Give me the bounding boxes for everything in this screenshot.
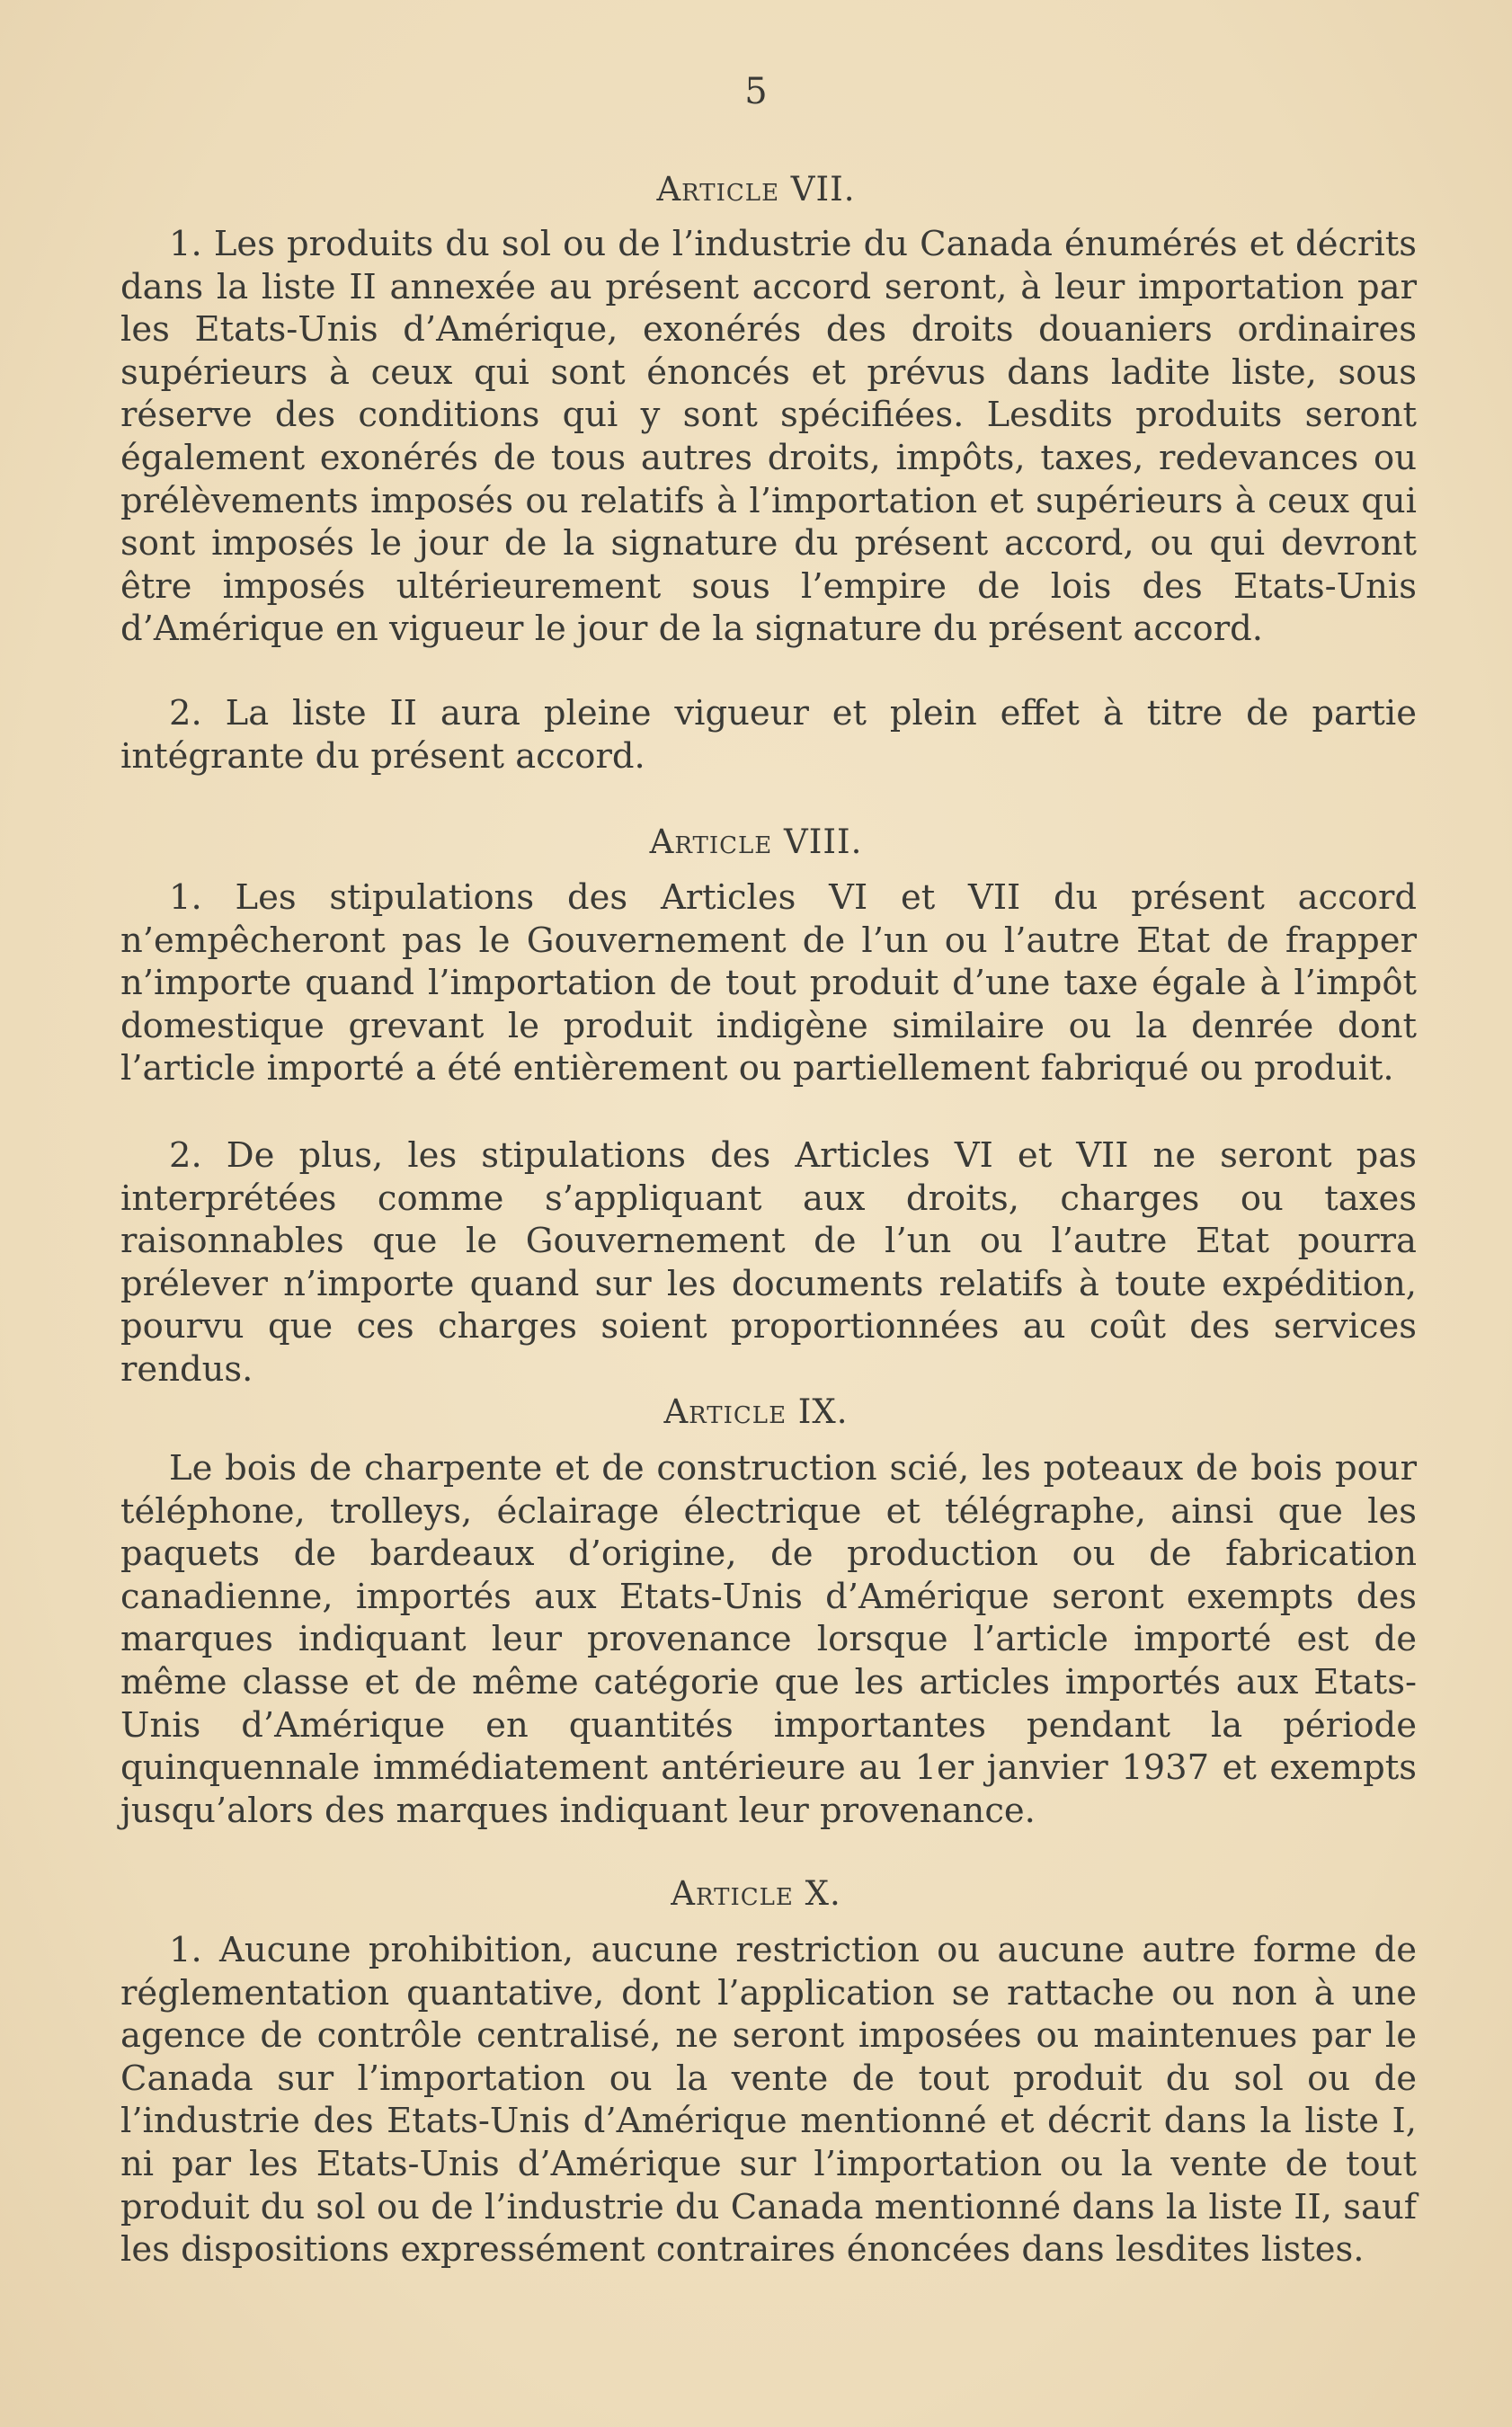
article-7-paragraph-1: 1. Les produits du sol ou de l’industrie du Canada énumérés et décrits dans la liste II annexée au présent accord seront, à leur importation par les Etats-Unis d’Amérique, exonérés des droits douaniers ordinaires supérieurs à ceux qui sont énoncés et prévus dans ladite liste, sous réserve des conditions qui y sont spécifiées. Lesdits produits seront également exonérés de tous autres droits, impôts, taxes, redevances ou prélèvements imposés ou relatifs à l’importation et supérieurs à ceux qui sont imposés le jour de la signature du présent accord, ou qui devront être imposés ultérieurement sous l’empire de lois des Etats-Unis d’Amérique en vigueur le jour de la signature du présent accord. [120,224,1417,650]
article-9-paragraph-1: Le bois de charpente et de construction scié, les poteaux de bois pour téléphone, trolleys, éclairage électrique et télégraphe, ainsi que les paquets de bardeaux d’origine, de production ou de fabrication canadienne, importés aux Etats-Unis d’Amérique seront exempts des marques indiquant leur provenance lorsque l’article importé est de même classe et de même catégorie que les articles importés aux Etats-Unis d’Amérique en quantités importantes pendant la période quinquennale immédiatement antérieure au 1er janvier 1937 et exempts jusqu’alors des marques indiquant leur provenance. [120,1448,1417,1831]
article-8-heading: Article VIII. [649,822,863,861]
article-10-heading: Article X. [671,1874,841,1913]
article-8-paragraph-2: 2. De plus, les stipulations des Articles VI et VII ne seront pas interprétées comme s’appliquant aux droits, charges ou taxes raisonnables que le Gouvernement de l’un ou l’autre Etat pourra prélever n’importe quand sur les documents relatifs à toute expédition, pourvu que ces charges soient proportionnées au coût des services rendus. [120,1135,1417,1390]
article-8-paragraph-1: 1. Les stipulations des Articles VI et VII du présent accord n’empêcheront pas le Gouvernement de l’un ou l’autre Etat de frapper n’importe quand l’importation de tout produit d’une taxe égale à l’impôt domestique grevant le produit indigène similaire ou la denrée dont l’article importé a été entièrement ou partiellement fabriqué ou produit. [120,877,1417,1089]
article-9-heading: Article IX. [663,1392,849,1431]
article-7-heading: Article VII. [656,170,856,209]
article-10-paragraph-1: 1. Aucune prohibition, aucune restriction ou aucune autre forme de réglementation quantative, dont l’application se rattache ou non à une agence de contrôle centralisé, ne seront imposées ou maintenues par le Canada sur l’importation ou la vente de tout produit du sol ou de l’industrie des Etats-Unis d’Amérique mentionné et décrit dans la liste I, ni par les Etats-Unis d’Amérique sur l’importation ou la vente de tout produit du sol ou de l’industrie du Canada mentionné dans la liste II, sauf les dispositions expressément contraires énoncées dans lesdites listes. [120,1930,1417,2271]
page-number: 5 [744,71,768,112]
article-7-paragraph-2: 2. La liste II aura pleine vigueur et plein effet à titre de partie intégrante du présent accord. [120,693,1417,777]
